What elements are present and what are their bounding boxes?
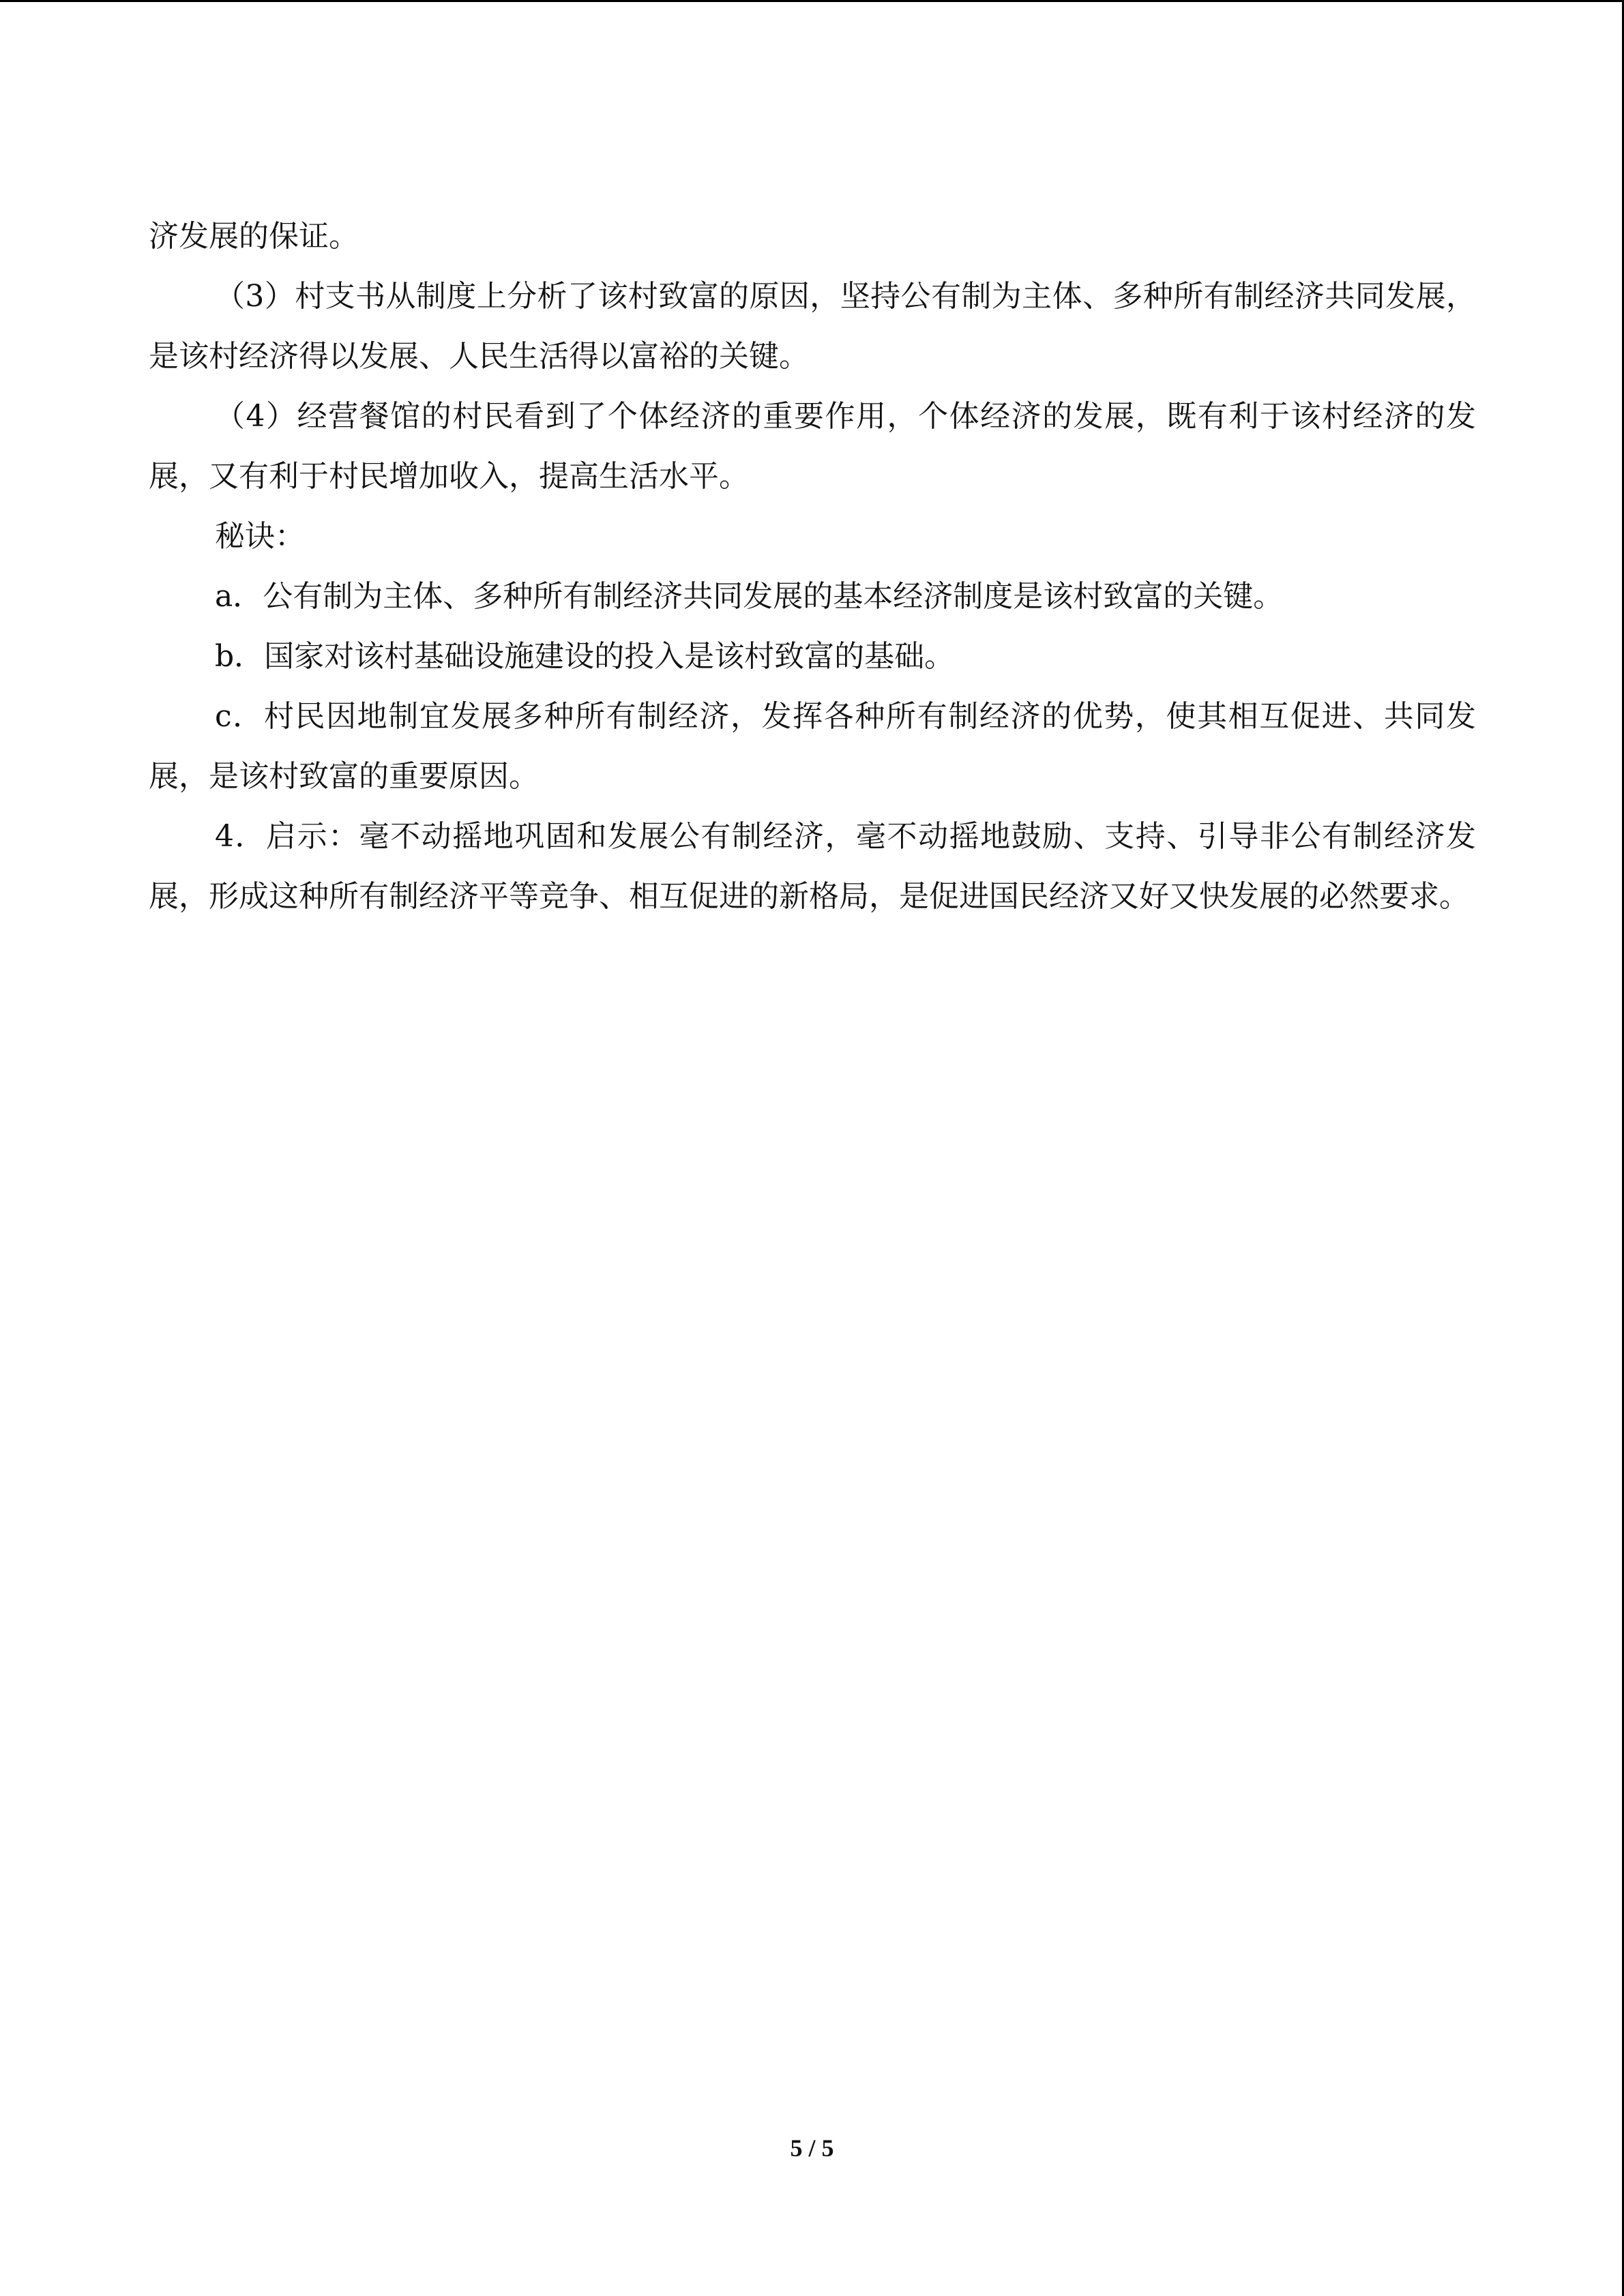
paragraph-item-4: （4）经营餐馆的村民看到了个体经济的重要作用，个体经济的发展，既有利于该村经济的发展，又有利于村民增加收入，提高生活水平。	[149, 399, 1476, 494]
paragraph-item-3: （3）村支书从制度上分析了该村致富的原因，坚持公有制为主体、多种所有制经济共同发展，是该村经济得以发展、人民生活得以富裕的关键。	[149, 279, 1476, 374]
paragraph-secret-a: a．公有制为主体、多种所有制经济共同发展的基本经济制度是该村致富的关键。	[215, 579, 1284, 614]
paragraph-secret-b: b．国家对该村基础设施建设的投入是该村致富的基础。	[215, 639, 955, 674]
document-body	[149, 207, 1476, 927]
paragraph-secret-c: c．村民因地制宜发展多种所有制经济，发挥各种所有制经济的优势，使其相互促进、共同发展，是该村致富的重要原因。	[149, 699, 1476, 794]
paragraph-continuation: 济发展的保证。	[149, 219, 359, 254]
page-number: 5 / 5	[790, 2134, 834, 2162]
paragraph-insight-4: 4．启示：毫不动摇地巩固和发展公有制经济，毫不动摇地鼓励、支持、引导非公有制经济发展，形成这种所有制经济平等竞争、相互促进的新格局，是促进国民经济又好又快发展的必然要求。	[149, 819, 1476, 914]
paragraph-secret-heading: 秘诀：	[215, 519, 305, 554]
